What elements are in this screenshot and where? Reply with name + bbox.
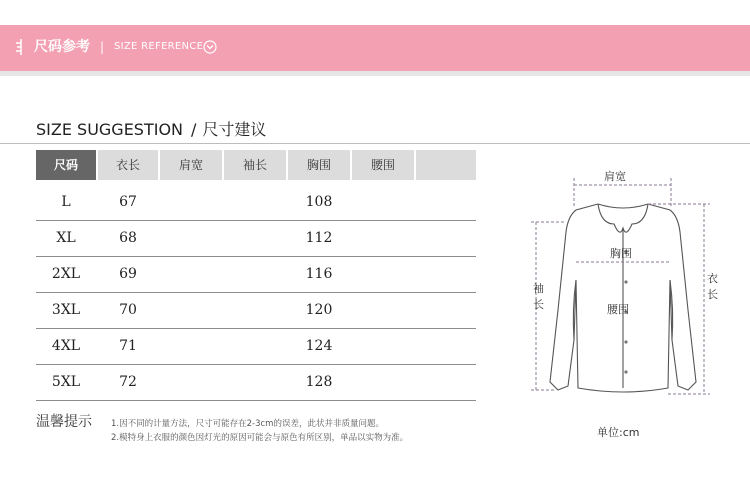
- cell-chest: 124: [305, 338, 333, 354]
- table-row: [36, 292, 476, 329]
- table-header-row: [36, 150, 476, 180]
- table-row: [36, 256, 476, 293]
- cell-size: XL: [56, 230, 76, 246]
- heading-slash: /: [191, 120, 197, 139]
- header-sleeve: 袖长: [224, 150, 286, 180]
- cell-length: 69: [119, 266, 137, 282]
- cell-chest: 128: [305, 374, 333, 390]
- note-item: 1.因不同的计量方法，尺寸可能存在2-3cm的误差，此状并非质量问题。: [111, 419, 384, 429]
- banner-title: 尺码参考: [34, 39, 90, 55]
- cell-waist: [352, 256, 414, 292]
- table-row: [36, 220, 476, 257]
- heading-zh: 尺寸建议: [202, 120, 267, 139]
- cell-waist: [352, 328, 414, 364]
- header-length: 衣长: [98, 150, 158, 180]
- label-chest: 胸围: [610, 247, 632, 260]
- label-sleeve-1: 袖: [533, 282, 544, 295]
- cell-size: 2XL: [51, 266, 81, 282]
- header-blank: [416, 150, 476, 180]
- cell-shoulder: [160, 184, 222, 220]
- cell-size: 4XL: [51, 338, 81, 354]
- cell-chest: 108: [305, 194, 333, 210]
- table-row: [36, 184, 476, 221]
- ruler-icon: [14, 38, 28, 56]
- cell-shoulder: [160, 364, 222, 400]
- cell-length: 72: [119, 374, 137, 390]
- header-shoulder: 肩宽: [160, 150, 222, 180]
- cell-shoulder: [160, 292, 222, 328]
- cell-waist: [352, 220, 414, 256]
- label-length-1: 衣: [707, 272, 718, 285]
- banner-subtitle: SIZE REFERENCE: [114, 41, 204, 52]
- cell-length: 70: [119, 302, 137, 318]
- table-row: [36, 328, 476, 365]
- cell-chest: 112: [305, 230, 333, 246]
- table-row: [36, 364, 476, 401]
- cell-sleeve: [224, 364, 286, 400]
- header-size: 尺码: [36, 150, 96, 180]
- banner-shadow: [0, 71, 750, 76]
- cell-shoulder: [160, 328, 222, 364]
- cell-waist: [352, 364, 414, 400]
- label-waist: 腰围: [607, 303, 629, 316]
- cell-length: 68: [119, 230, 137, 246]
- cell-length: 67: [119, 194, 137, 210]
- label-sleeve-2: 长: [533, 298, 544, 311]
- label-length-2: 长: [707, 288, 718, 301]
- cell-waist: [352, 184, 414, 220]
- cell-sleeve: [224, 220, 286, 256]
- chevron-down-icon: [203, 40, 217, 54]
- section-banner: [0, 25, 750, 71]
- cell-shoulder: [160, 220, 222, 256]
- cell-size: 5XL: [51, 374, 81, 390]
- label-shoulder: 肩宽: [604, 170, 626, 183]
- banner-separator: |: [100, 40, 105, 54]
- unit-label: 单位:cm: [597, 426, 640, 439]
- cell-size: 3XL: [51, 302, 81, 318]
- note-item: 2.模特身上衣服的颜色因灯光的原因可能会与原色有所区别，单品以实物为准。: [111, 433, 409, 443]
- shirt-outline: [550, 204, 696, 392]
- cell-waist: [352, 292, 414, 328]
- cell-shoulder: [160, 256, 222, 292]
- cell-chest: 120: [305, 302, 333, 318]
- header-chest: 胸围: [288, 150, 350, 180]
- heading-en: SIZE SUGGESTION: [36, 120, 184, 139]
- cell-length: 71: [119, 338, 137, 354]
- heading-divider: [0, 143, 750, 144]
- header-waist: 腰围: [352, 150, 414, 180]
- cell-sleeve: [224, 184, 286, 220]
- section-heading: [36, 119, 266, 141]
- cell-size: L: [61, 194, 71, 210]
- cell-chest: 116: [305, 266, 333, 282]
- cell-sleeve: [224, 256, 286, 292]
- cell-sleeve: [224, 328, 286, 364]
- cell-sleeve: [224, 292, 286, 328]
- notes-title: 温馨提示: [36, 414, 92, 430]
